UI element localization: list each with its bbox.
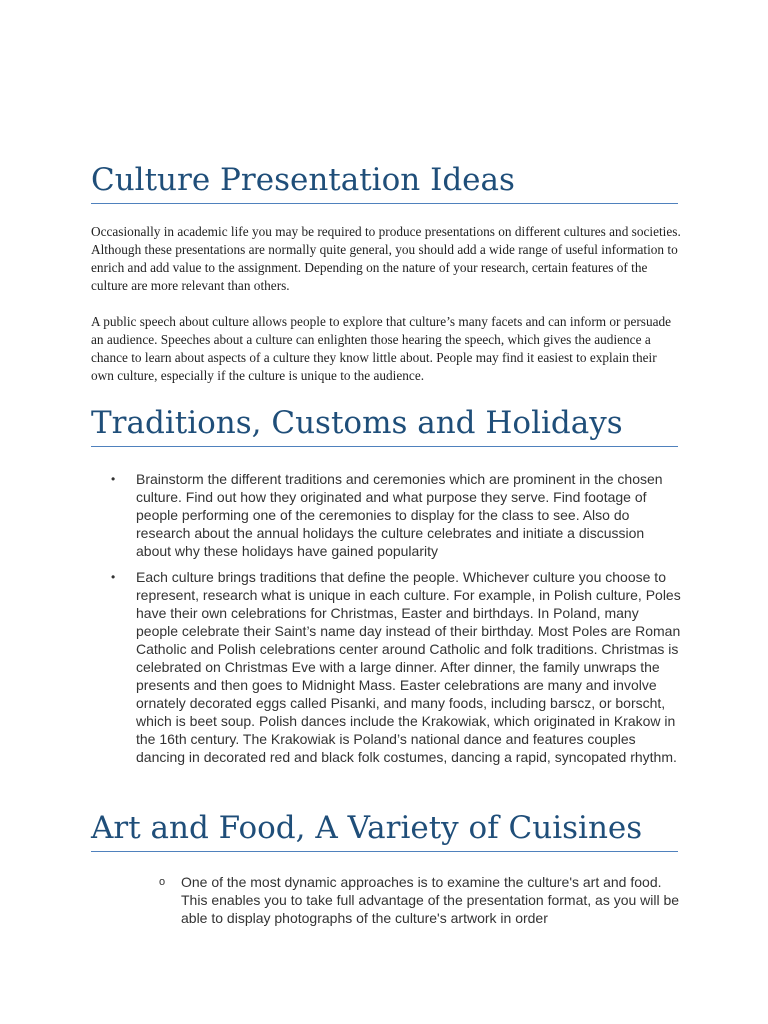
list-item-text: Brainstorm the different traditions and ceremonies which are prominent in the chosen culture. Find out how they originated and what purpose they serve. Find footage of people performing one of the ceremonies to display for the class to see. Also do research about the annual holidays the culture celebrates and initiate a discussion about why these holidays have gained popularity xyxy=(136,471,663,559)
list-item xyxy=(91,568,681,766)
intro-section xyxy=(91,223,681,403)
list-item xyxy=(91,470,681,560)
intro-paragraph: A public speech about culture allows people to explore that culture’s many facets and can inform or persuade an audience. Speeches about a culture can enlighten those hearing the speech, which gives the audience a chance to learn about aspects of a culture they know little about. People may find it easiest to explain their own culture, especially if the culture is unique to the audience. xyxy=(91,314,672,383)
list-item xyxy=(91,873,681,927)
traditions-list xyxy=(91,470,681,774)
list-item-text: One of the most dynamic approaches is to examine the culture's art and food. This enables you to take full advantage of the presentation format, as you will be able to display photographs of the culture's artwork in order xyxy=(181,874,680,926)
bullet-icon: • xyxy=(111,472,116,486)
page-title: Culture Presentation Ideas xyxy=(91,161,678,204)
bullet-icon: • xyxy=(111,570,116,584)
section-heading-traditions: Traditions, Customs and Holidays xyxy=(91,404,678,447)
list-item-text: Each culture brings traditions that define the people. Whichever culture you choose to represent, research what is unique in each culture. For example, in Polish culture, Poles have their own celebrations for Christmas, Easter and birthdays. In Poland, many people celebrate their Saint’s name day instead of their birthday. Most Poles are Roman Catholic and Polish celebrations center around Catholic and folk traditions. Christmas is celebrated on Christmas Eve with a large dinner. After dinner, the family unwraps the presents and then goes to Midnight Mass. Easter celebrations are many and involve ornately decorated eggs called Pisanki, and many foods, including barscz, or borscht, which is beet soup. Polish dances include the Krakowiak, which originated in Krakow in the 16th century. The Krakowiak is Poland’s national dance and features couples dancing in decorated red and black folk costumes, dancing a rapid, syncopated rhythm. xyxy=(136,569,681,765)
art-food-list xyxy=(91,873,681,935)
intro-paragraph: Occasionally in academic life you may be required to produce presentations on different cultures and societies. Although these presentations are normally quite general, you should add a wide range of useful information to enrich and add value to the assignment. Depending on the nature of your research, certain features of the culture are more relevant than others. xyxy=(91,224,681,293)
section-heading-art-food: Art and Food, A Variety of Cuisines xyxy=(91,809,678,852)
hollow-bullet-icon: o xyxy=(159,876,166,888)
